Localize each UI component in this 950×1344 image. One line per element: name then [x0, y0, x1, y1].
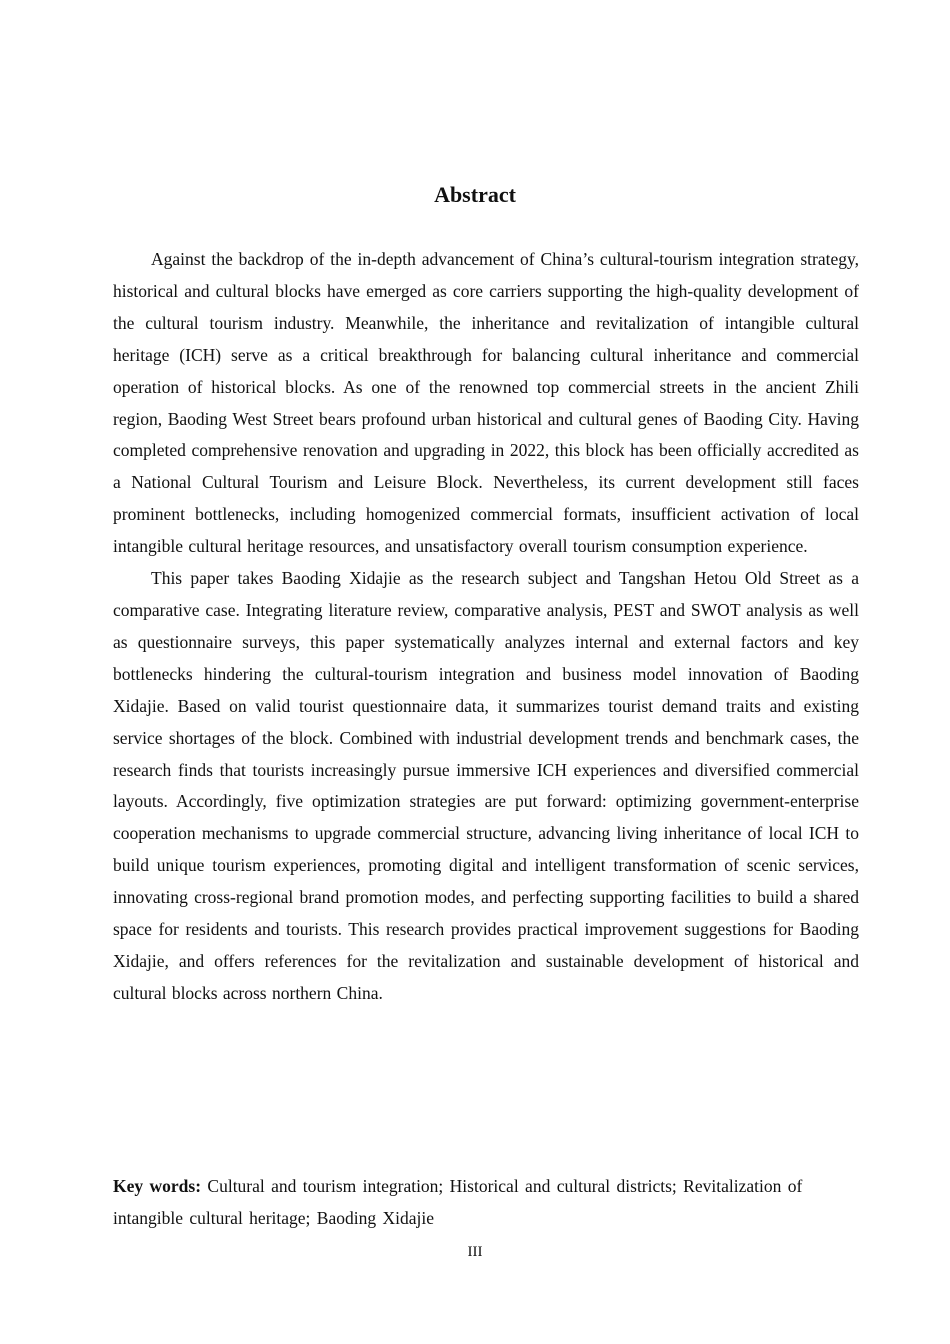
abstract-body	[113, 244, 859, 1010]
page-number: III	[467, 1244, 483, 1260]
abstract-paragraph-2: This paper takes Baoding Xidajie as the research subject and Tangshan Hetou Old Street as a comparative case. Integrating literature review, comparative analysis, PEST and SWOT analysis as well as questionnaire surveys, this paper systematically analyzes internal and external factors and key bottlenecks hindering the cultural-tourism integration and business model innovation of Baoding Xidajie. Based on valid tourist questionnaire data, it summarizes tourist demand traits and existing service shortages of the block. Combined with industrial development trends and benchmark cases, the research finds that tourists increasingly pursue immersive ICH experiences and diversified commercial layouts. Accordingly, five optimization strategies are put forward: optimizing government-enterprise cooperation mechanisms to upgrade commercial structure, advancing living inheritance of local ICH to build unique tourism experiences, promoting digital and intelligent transformation of scenic services, innovating cross-regional brand promotion modes, and perfecting supporting facilities to build a shared space for residents and tourists. This research provides practical improvement suggestions for Baoding Xidajie, and offers references for the revitalization and sustainable development of historical and cultural blocks across northern China.	[113, 568, 859, 1003]
keywords-section	[113, 1170, 859, 1234]
keywords-text: Cultural and tourism integration; Historical and cultural districts; Revitalization of intangible cultural heritage; Baoding Xidajie	[113, 1176, 803, 1228]
keywords-label: Key words:	[113, 1176, 202, 1196]
abstract-title: Abstract	[434, 182, 516, 207]
abstract-paragraph-1: Against the backdrop of the in-depth advancement of China’s cultural-tourism integration strategy, historical and cultural blocks have emerged as core carriers supporting the high-quality development of the cultural tourism industry. Meanwhile, the inheritance and revitalization of intangible cultural heritage (ICH) serve as a critical breakthrough for balancing cultural inheritance and commercial operation of historical blocks. As one of the renowned top commercial streets in the ancient Zhili region, Baoding West Street bears profound urban historical and cultural genes of Baoding City. Having completed comprehensive renovation and upgrading in 2022, this block has been officially accredited as a National Cultural Tourism and Leisure Block. Nevertheless, its current development still faces prominent bottlenecks, including homogenized commercial formats, insufficient activation of local intangible cultural heritage resources, and unsatisfactory overall tourism consumption experience.	[113, 249, 859, 557]
